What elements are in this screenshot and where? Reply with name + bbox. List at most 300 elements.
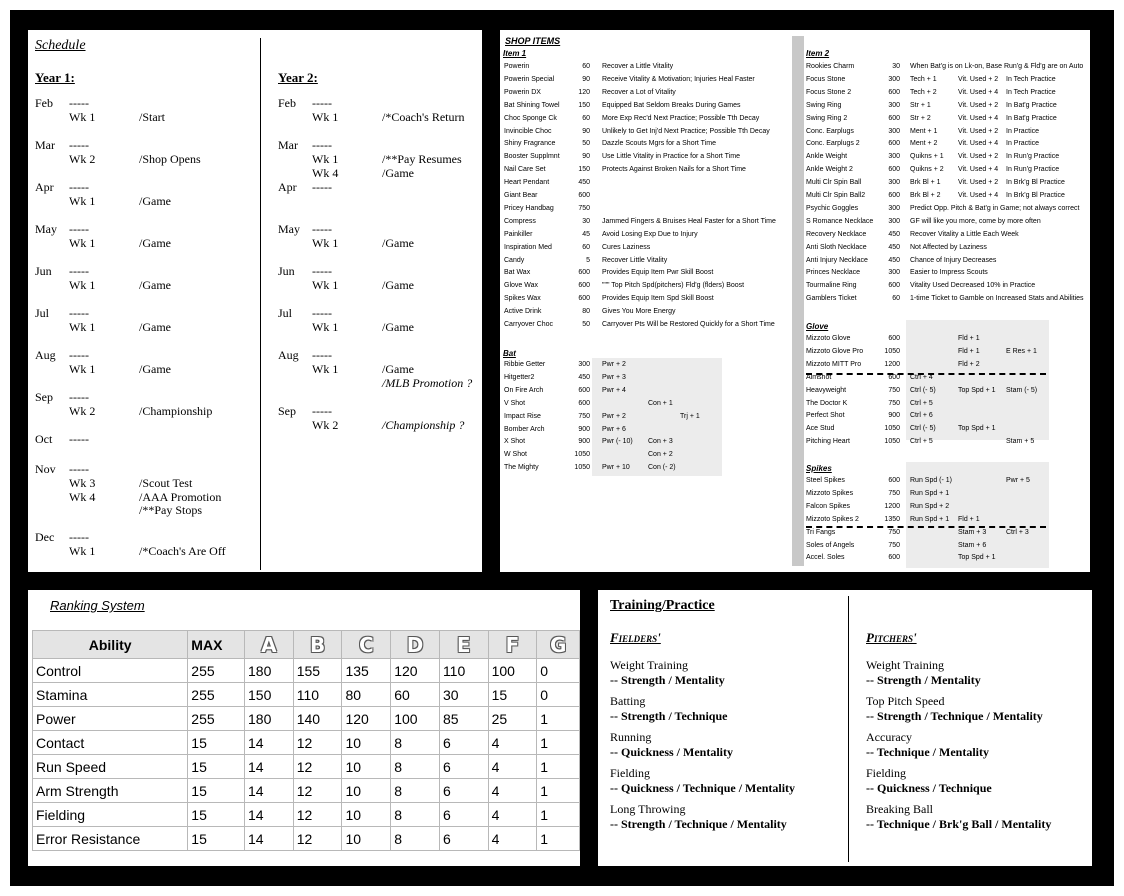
month-name: Jun xyxy=(278,264,295,278)
shop-cell: 60 xyxy=(582,63,590,70)
training-detail: -- Technique / Mentality xyxy=(866,745,990,759)
shop-item-row xyxy=(806,516,1090,528)
event-label: /Game xyxy=(382,165,414,180)
shop-cell: In Practice xyxy=(1006,127,1040,135)
shop-cell: V Shot xyxy=(504,399,526,407)
month-name: Feb xyxy=(35,96,53,110)
ability-value: 15 xyxy=(188,803,245,827)
shop-cell: 1050 xyxy=(884,425,900,433)
training-detail: -- Quickness / Technique xyxy=(866,781,992,795)
fielders-list xyxy=(610,658,795,832)
shop-cell: Run Spd + 1 xyxy=(910,515,950,523)
shop-cell: 1050 xyxy=(574,464,590,472)
shop-cell: Brk Bl + 1 xyxy=(910,179,941,187)
shop-cell: Bat Wax xyxy=(504,269,531,277)
ability-value: 6 xyxy=(439,779,488,803)
pitchers-header: Pitchers' xyxy=(866,630,917,645)
shop-cell: Pwr + 2 xyxy=(602,361,626,368)
shop-cell: 600 xyxy=(888,88,900,96)
shop-cell: Provides Equip Item Spd Skill Boost xyxy=(602,295,714,303)
shop-cell: 900 xyxy=(888,412,900,420)
shop-cell: Pwr + 2 xyxy=(602,412,626,420)
shop-cell: Use Little Vitality in Practice for a Short Time xyxy=(602,153,740,161)
ability-name: Power xyxy=(33,707,188,731)
shop-cell: Brk Bl + 2 xyxy=(910,192,941,199)
ability-value: 4 xyxy=(488,779,537,803)
shop-cell: 300 xyxy=(888,204,900,212)
column-header: Ability xyxy=(33,631,188,659)
shop-cell: Run Spd (- 1) xyxy=(910,477,953,484)
ability-value: 15 xyxy=(188,779,245,803)
grade-header: G xyxy=(537,631,580,659)
event-label: /*Coach's Are Off xyxy=(139,544,226,558)
month-name: Jul xyxy=(278,306,293,320)
shop-cell: 450 xyxy=(888,256,900,264)
month-dash: ----- xyxy=(69,180,89,194)
ranking-row xyxy=(33,707,580,731)
shop-item-row xyxy=(504,387,794,399)
shop-cell: Shiny Fragrance xyxy=(504,140,556,148)
ability-value: 12 xyxy=(293,755,342,779)
bat-header: Bat xyxy=(503,349,516,358)
shop-item-row xyxy=(806,257,1090,269)
year2-label: Year 2: xyxy=(278,70,318,85)
shop-cell: Powerin xyxy=(504,63,530,70)
shop-item-row xyxy=(504,451,794,463)
shop-cell: 90 xyxy=(582,75,590,83)
shop-item-row xyxy=(806,425,1090,437)
shop-cell: Powerin DX xyxy=(504,88,541,96)
shop-cell: 600 xyxy=(578,269,590,277)
training-detail: -- Quickness / Mentality xyxy=(610,745,733,759)
shop-cell: The Doctor K xyxy=(806,399,848,407)
shop-cell: Pwr + 10 xyxy=(602,464,630,472)
shop-cell: In Run'g Practice xyxy=(1006,166,1060,174)
shop-cell: Impact Rise xyxy=(504,412,541,420)
shop-cell: 60 xyxy=(892,295,900,303)
shop-item-row xyxy=(806,140,1090,152)
fielders-header: Fielders' xyxy=(610,630,661,645)
shop-cell: Ctrl + 3 xyxy=(1006,528,1029,536)
event-label: /Game xyxy=(139,236,171,250)
shop-cell: Vit. Used + 2 xyxy=(958,127,999,135)
shop-cell: Ctrl (- 5) xyxy=(910,386,936,394)
training-panel xyxy=(598,590,1092,866)
shop-item-row xyxy=(504,308,794,320)
shop-cell: In Tech Practice xyxy=(1006,88,1056,96)
shop-cell: Princes Necklace xyxy=(806,269,861,277)
ability-value: 1 xyxy=(537,803,580,827)
shop-cell: 450 xyxy=(578,179,590,187)
ability-value: 8 xyxy=(391,755,440,779)
schedule-month xyxy=(278,404,482,464)
shop-cell: X Shot xyxy=(504,438,526,446)
shop-cell: Gives You More Energy xyxy=(602,308,676,316)
shop-cell: 900 xyxy=(578,438,590,446)
shop-cell: Avoid Losing Exp Due to Injury xyxy=(602,230,698,238)
shop-cell: Painkiller xyxy=(504,230,533,238)
training-name: Running xyxy=(610,730,652,744)
training-divider xyxy=(848,596,849,862)
shop-cell: E Res + 1 xyxy=(1006,347,1037,355)
shop-item-row xyxy=(504,295,794,307)
shop-cell: In Tech Practice xyxy=(1006,75,1056,83)
shop-item-row xyxy=(806,153,1090,165)
shop-cell: Heart Pendant xyxy=(504,179,550,187)
ranking-row xyxy=(33,803,580,827)
shop-cell: Jammed Fingers & Bruises Heal Faster for a Short Time xyxy=(602,217,776,225)
shop-cell: 450 xyxy=(888,230,900,238)
shop-cell: Unlikely to Get Inj'd Next Practice; Possible Tth Decay xyxy=(602,127,770,135)
shop-cell: Powerin Special xyxy=(504,75,555,83)
month-name: Apr xyxy=(35,180,54,194)
month-dash: ----- xyxy=(69,96,89,110)
shop-item-row xyxy=(806,412,1090,424)
month-dash: ----- xyxy=(69,222,89,236)
shop-cell: 600 xyxy=(888,477,900,484)
shop-cell: 5 xyxy=(586,256,590,264)
shop-item-row xyxy=(806,542,1090,554)
shop-cell: Conc. Earplugs 2 xyxy=(806,140,860,148)
shop-cell: Pwr + 4 xyxy=(602,386,626,394)
ability-value: 12 xyxy=(293,779,342,803)
shop-item-row xyxy=(504,413,794,425)
month-name: May xyxy=(35,222,57,236)
shop-item-row xyxy=(806,438,1090,450)
month-name: May xyxy=(278,222,300,236)
week-label: Wk 1 xyxy=(312,320,339,334)
shop-cell: 600 xyxy=(888,335,900,342)
ability-value: 120 xyxy=(391,659,440,683)
item1-header: Item 1 xyxy=(503,49,527,58)
shop-cell: 750 xyxy=(578,412,590,420)
training-detail: -- Strength / Technique xyxy=(610,709,728,723)
month-name: Apr xyxy=(278,180,297,194)
shop-cell: Vit. Used + 4 xyxy=(958,114,999,122)
shop-item-row xyxy=(504,218,794,230)
ability-name: Control xyxy=(33,659,188,683)
shop-item-row xyxy=(806,554,1090,566)
week-label: Wk 2 xyxy=(312,418,339,432)
shop-cell: Stam + 3 xyxy=(958,528,987,536)
shop-cell: Bat Shining Towel xyxy=(504,101,560,109)
schedule-month xyxy=(35,530,245,572)
shop-cell: The Mighty xyxy=(504,464,539,472)
ranking-row xyxy=(33,779,580,803)
month-dash: ----- xyxy=(312,138,332,152)
shop-cell: Chance of Injury Decreases xyxy=(910,256,997,264)
shop-cell: 300 xyxy=(888,179,900,187)
year1-label: Year 1: xyxy=(35,70,75,85)
month-dash: ----- xyxy=(69,138,89,152)
shop-cell: Quikns + 2 xyxy=(910,166,944,174)
item2-header: Item 2 xyxy=(806,49,830,58)
training-detail: -- Technique / Brk'g Ball / Mentality xyxy=(866,817,1052,831)
shop-cell: 450 xyxy=(888,243,900,251)
ability-value: 8 xyxy=(391,803,440,827)
shop-item-row xyxy=(504,374,794,386)
shop-cell: Ctrl + 4 xyxy=(910,373,933,381)
ability-value: 10 xyxy=(342,803,391,827)
week-label: Wk 1 xyxy=(312,110,339,124)
ability-value: 60 xyxy=(391,683,440,707)
shop-item-row xyxy=(504,76,794,88)
shop-cell: 300 xyxy=(888,127,900,135)
ability-value: 110 xyxy=(439,659,488,683)
ability-value: 180 xyxy=(245,707,294,731)
shop-cell: Vit. Used + 2 xyxy=(958,101,999,109)
shop-cell: 600 xyxy=(578,192,590,199)
ability-value: 100 xyxy=(488,659,537,683)
ability-value: 15 xyxy=(188,755,245,779)
ability-value: 80 xyxy=(342,683,391,707)
shop-cell: Compress xyxy=(504,217,536,225)
shop-cell: 600 xyxy=(888,192,900,199)
ability-value: 8 xyxy=(391,731,440,755)
training-name: Weight Training xyxy=(610,658,689,672)
shop-item-row xyxy=(504,89,794,101)
ability-value: 1 xyxy=(537,779,580,803)
shop-cell: Stam (- 5) xyxy=(1006,386,1038,394)
shop-cell: Active Drink xyxy=(504,308,542,316)
shop-cell: Fld + 2 xyxy=(958,360,980,368)
shop-item-row xyxy=(806,76,1090,88)
ability-value: 255 xyxy=(188,659,245,683)
shop-cell: Aimshot xyxy=(806,373,832,381)
training-name: Top Pitch Speed xyxy=(866,694,945,708)
shop-cell: Tech + 2 xyxy=(910,88,937,96)
event-label: /Game xyxy=(382,236,414,250)
shop-cell: Top Spd + 1 xyxy=(958,425,996,433)
shop-cell: Tech + 1 xyxy=(910,75,937,83)
training-detail: -- Strength / Technique / Mentality xyxy=(610,817,787,831)
shop-cell: 750 xyxy=(888,386,900,394)
shop-cell: 300 xyxy=(888,75,900,83)
shop-cell: Recover a Little Vitality xyxy=(602,63,674,70)
shop-cell: W Shot xyxy=(504,451,527,459)
month-dash: ----- xyxy=(312,264,332,278)
shop-cell: Booster Supplmnt xyxy=(504,153,560,161)
shop-cell: In Brk'g Bl Practice xyxy=(1006,192,1065,199)
shop-cell: Ment + 1 xyxy=(910,127,938,135)
shop-cell: Spikes Wax xyxy=(504,295,541,303)
ability-value: 180 xyxy=(245,659,294,683)
training-name: Weight Training xyxy=(866,658,945,672)
shop-cell: Pitching Heart xyxy=(806,438,850,446)
shop-item-row xyxy=(504,140,794,152)
shop-item-row xyxy=(504,166,794,178)
shop-cell: Run Spd + 1 xyxy=(910,489,950,497)
shop-item-row xyxy=(806,529,1090,541)
ability-value: 150 xyxy=(245,683,294,707)
event-label: /Game xyxy=(382,362,414,376)
shop-cell: In Bat'g Practice xyxy=(1006,114,1057,122)
shop-cell: 600 xyxy=(888,554,900,562)
shop-item-row xyxy=(504,361,794,373)
shop-cell: Ace Stud xyxy=(806,425,835,433)
shop-cell: Trj + 1 xyxy=(680,412,700,420)
ability-value: 85 xyxy=(439,707,488,731)
shop-item-row xyxy=(806,205,1090,217)
shop-cell: 600 xyxy=(578,399,590,407)
shop-cell: Conc. Earplugs xyxy=(806,127,854,135)
shop-cell: In Brk'g Bl Practice xyxy=(1006,179,1065,187)
shop-item-row xyxy=(504,115,794,127)
ability-value: 25 xyxy=(488,707,537,731)
ability-value: 12 xyxy=(293,731,342,755)
ability-value: 10 xyxy=(342,827,391,851)
shop-item-row xyxy=(504,438,794,450)
shop-cell: Recover a Lot of Vitality xyxy=(602,88,676,96)
month-dash: ----- xyxy=(312,306,332,320)
ranking-panel xyxy=(28,590,580,866)
shop-cell: 90 xyxy=(582,153,590,161)
shop-cell: 300 xyxy=(888,101,900,109)
month-name: Dec xyxy=(35,530,55,544)
shop-cell: 600 xyxy=(578,282,590,290)
ability-value: 1 xyxy=(537,755,580,779)
shop-item-row xyxy=(806,282,1090,294)
ability-value: 135 xyxy=(342,659,391,683)
ranking-body xyxy=(33,659,580,851)
ability-value: 12 xyxy=(293,827,342,851)
event-label: /Scout Test xyxy=(139,476,193,490)
shop-item-row xyxy=(806,63,1090,75)
shop-cell: 1050 xyxy=(884,438,900,446)
shop-cell: Tri Fangs xyxy=(806,528,836,536)
glove-header: Glove xyxy=(806,322,829,331)
ability-value: 1 xyxy=(537,731,580,755)
shop-title: SHOP ITEMS xyxy=(505,36,561,46)
shop-item-row xyxy=(806,102,1090,114)
training-name: Accuracy xyxy=(866,730,912,744)
shop-item-row xyxy=(504,205,794,217)
shop-cell: Vit. Used + 2 xyxy=(958,179,999,187)
ability-value: 120 xyxy=(342,707,391,731)
training-name: Breaking Ball xyxy=(866,802,933,816)
training-name: Fielding xyxy=(866,766,907,780)
event-label: /*Coach's Return xyxy=(382,110,465,124)
shop-cell: Pwr + 6 xyxy=(602,425,626,433)
event-label: /Game xyxy=(139,278,171,292)
event-label: /Game xyxy=(382,320,414,334)
shop-cell: Fld + 1 xyxy=(958,515,980,523)
shop-cell: Giant Bear xyxy=(504,192,538,199)
shop-item-row xyxy=(806,179,1090,191)
pitchers-list xyxy=(866,658,1051,832)
shop-cell: 1050 xyxy=(884,347,900,355)
shop-cell: Vit. Used + 4 xyxy=(958,192,999,199)
shop-item-row xyxy=(504,269,794,281)
shop-cell: Str + 1 xyxy=(910,101,931,109)
shop-cell: Str + 2 xyxy=(910,114,931,122)
ability-value: 12 xyxy=(293,803,342,827)
month-dash: ----- xyxy=(312,180,332,194)
shop-cell: Accel. Soles xyxy=(806,554,845,562)
shop-cell: Anti Sloth Necklace xyxy=(806,243,867,251)
shop-cell: Con + 1 xyxy=(648,399,673,407)
shop-cell: Receive Vitality & Motivation; Injuries Heal Faster xyxy=(602,75,755,83)
shop-item-row xyxy=(806,295,1090,307)
week-label: Wk 3 xyxy=(69,476,96,490)
shop-item-row xyxy=(806,490,1090,502)
month-name: Oct xyxy=(35,432,53,446)
shop-cell: Recover Little Vitality xyxy=(602,256,668,264)
shop-cell: Focus Stone xyxy=(806,75,846,83)
event-label: /Game xyxy=(382,278,414,292)
month-dash: ----- xyxy=(312,404,332,418)
shop-item-row xyxy=(504,282,794,294)
shop-cell: Quikns + 1 xyxy=(910,153,944,161)
training-name: Fielding xyxy=(610,766,651,780)
week-label: Wk 4 xyxy=(312,165,339,180)
shop-cell: Choc Sponge Ck xyxy=(504,114,557,122)
pitchers-column xyxy=(866,630,1051,832)
month-name: Mar xyxy=(278,138,298,152)
ability-value: 1 xyxy=(537,707,580,731)
month-dash: ----- xyxy=(312,222,332,236)
shop-cell: Focus Stone 2 xyxy=(806,88,852,96)
fielders-column xyxy=(610,630,795,832)
month-name: Aug xyxy=(278,348,299,362)
shop-cell: Ctrl + 5 xyxy=(910,438,933,446)
ability-value: 100 xyxy=(391,707,440,731)
shop-cell: Tourmaline Ring xyxy=(806,282,857,290)
month-dash: ----- xyxy=(69,530,89,544)
shop-cell: Predict Opp. Pitch & Bat'g in Game; not always correct xyxy=(910,204,1080,212)
shop-cell: Bomber Arch xyxy=(504,425,545,433)
shop-cell: 600 xyxy=(888,140,900,148)
shop-item-row xyxy=(806,503,1090,515)
ability-value: 15 xyxy=(188,731,245,755)
month-name: Sep xyxy=(35,390,53,404)
shop-cell: 1200 xyxy=(884,360,900,368)
shop-item-row xyxy=(806,477,1090,489)
ability-value: 255 xyxy=(188,707,245,731)
shop-cell: Swing Ring 2 xyxy=(806,114,848,122)
shop-item-row xyxy=(504,464,794,476)
shop-cell: Not Affected by Laziness xyxy=(910,243,987,251)
ability-name: Error Resistance xyxy=(33,827,188,851)
event-label: /Game xyxy=(139,362,171,376)
shop-cell: Mizzoto MITT Pro xyxy=(806,360,862,368)
ability-value: 15 xyxy=(188,827,245,851)
week-label: Wk 1 xyxy=(312,152,339,166)
shop-cell: Perfect Shot xyxy=(806,412,845,420)
shop-item-row xyxy=(806,400,1090,412)
month-name: Jul xyxy=(35,306,50,320)
shop-cell: Swing Ring xyxy=(806,101,842,109)
shop-cell: Falcon Spikes xyxy=(806,502,850,510)
shop-cell: Fld + 1 xyxy=(958,347,980,355)
month-dash: ----- xyxy=(69,348,89,362)
shop-cell: Glove Wax xyxy=(504,282,538,290)
shop-cell: 300 xyxy=(888,269,900,277)
shop-cell: Vit. Used + 4 xyxy=(958,88,999,96)
ability-name: Run Speed xyxy=(33,755,188,779)
ability-value: 110 xyxy=(293,683,342,707)
ability-value: 6 xyxy=(439,731,488,755)
column-header: MAX xyxy=(188,631,245,659)
shop-item-row xyxy=(806,128,1090,140)
ability-name: Arm Strength xyxy=(33,779,188,803)
shop-cell: 120 xyxy=(578,88,590,96)
shop-cell: Carryover Choc xyxy=(504,321,554,328)
month-name: Sep xyxy=(278,404,296,418)
month-dash: ----- xyxy=(69,432,89,446)
shop-cell: 150 xyxy=(578,166,590,174)
ranking-table xyxy=(32,630,580,851)
